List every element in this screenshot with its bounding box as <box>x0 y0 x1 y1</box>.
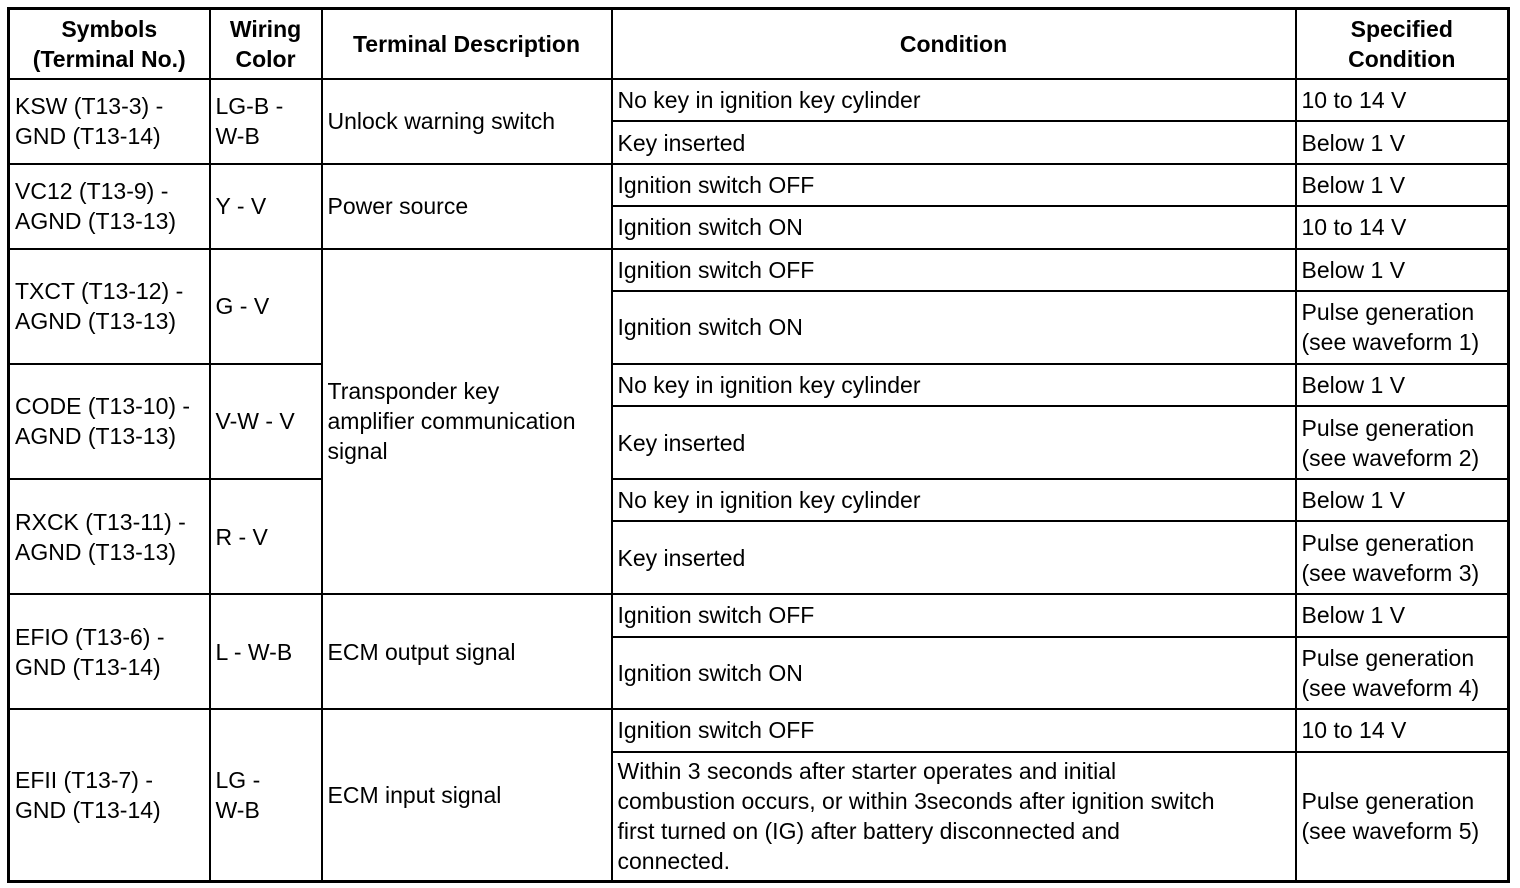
specified-cell: Below 1 V <box>1296 594 1509 636</box>
specified-cell: Pulse generation (see waveform 3) <box>1296 521 1509 594</box>
description-cell: ECM output signal <box>322 594 612 709</box>
symbol-cell: RXCK (T13-11) - AGND (T13-13) <box>9 479 210 594</box>
wiring-cell: LG-B - W-B <box>210 79 322 164</box>
condition-cell: Key inserted <box>612 121 1296 163</box>
condition-cell: No key in ignition key cylinder <box>612 364 1296 406</box>
description-cell: Unlock warning switch <box>322 79 612 164</box>
table-row <box>9 479 1509 521</box>
description-cell: ECM input signal <box>322 709 612 881</box>
condition-cell: Ignition switch OFF <box>612 249 1296 291</box>
condition-cell: No key in ignition key cylinder <box>612 479 1296 521</box>
condition-cell: Within 3 seconds after starter operates and initial combustion occurs, or within 3seconds after ignition switch first turned on (IG) after battery disconnected and connected. <box>612 752 1296 882</box>
symbol-cell: EFII (T13-7) - GND (T13-14) <box>9 709 210 881</box>
wiring-cell: R - V <box>210 479 322 594</box>
header-wiring-color: Wiring Color <box>210 9 322 80</box>
symbol-cell: KSW (T13-3) - GND (T13-14) <box>9 79 210 164</box>
terminal-specification-table <box>7 7 1510 883</box>
wiring-cell: Y - V <box>210 164 322 249</box>
specified-cell: Below 1 V <box>1296 364 1509 406</box>
specified-cell: Below 1 V <box>1296 121 1509 163</box>
condition-cell: Ignition switch ON <box>612 637 1296 710</box>
table-row <box>9 709 1509 751</box>
condition-cell: No key in ignition key cylinder <box>612 79 1296 121</box>
specified-cell: 10 to 14 V <box>1296 709 1509 751</box>
condition-cell: Key inserted <box>612 406 1296 479</box>
header-symbols: Symbols (Terminal No.) <box>9 9 210 80</box>
condition-cell: Ignition switch OFF <box>612 709 1296 751</box>
specified-cell: 10 to 14 V <box>1296 206 1509 248</box>
description-cell: Power source <box>322 164 612 249</box>
table-row <box>9 249 1509 291</box>
symbol-cell: CODE (T13-10) - AGND (T13-13) <box>9 364 210 479</box>
specified-cell: Below 1 V <box>1296 164 1509 206</box>
table-row <box>9 594 1509 636</box>
condition-cell: Ignition switch ON <box>612 291 1296 364</box>
condition-cell: Key inserted <box>612 521 1296 594</box>
symbol-cell: TXCT (T13-12) - AGND (T13-13) <box>9 249 210 364</box>
specified-cell: Below 1 V <box>1296 249 1509 291</box>
header-specified-condition: Specified Condition <box>1296 9 1509 80</box>
condition-cell: Ignition switch OFF <box>612 594 1296 636</box>
specified-cell: Pulse generation (see waveform 4) <box>1296 637 1509 710</box>
symbol-cell: EFIO (T13-6) - GND (T13-14) <box>9 594 210 709</box>
specified-cell: Below 1 V <box>1296 479 1509 521</box>
specified-cell: 10 to 14 V <box>1296 79 1509 121</box>
condition-cell: Ignition switch ON <box>612 206 1296 248</box>
specified-cell: Pulse generation (see waveform 2) <box>1296 406 1509 479</box>
specified-cell: Pulse generation (see waveform 1) <box>1296 291 1509 364</box>
table-row <box>9 164 1509 206</box>
header-condition: Condition <box>612 9 1296 80</box>
condition-cell: Ignition switch OFF <box>612 164 1296 206</box>
wiring-cell: G - V <box>210 249 322 364</box>
table-row <box>9 79 1509 121</box>
specified-cell: Pulse generation (see waveform 5) <box>1296 752 1509 882</box>
wiring-cell: L - W-B <box>210 594 322 709</box>
table-row <box>9 364 1509 406</box>
wiring-cell: V-W - V <box>210 364 322 479</box>
header-terminal-description: Terminal Description <box>322 9 612 80</box>
wiring-cell: LG - W-B <box>210 709 322 881</box>
header-row <box>9 9 1509 80</box>
symbol-cell: VC12 (T13-9) - AGND (T13-13) <box>9 164 210 249</box>
description-cell-transponder: Transponder key amplifier communication signal <box>322 249 612 594</box>
